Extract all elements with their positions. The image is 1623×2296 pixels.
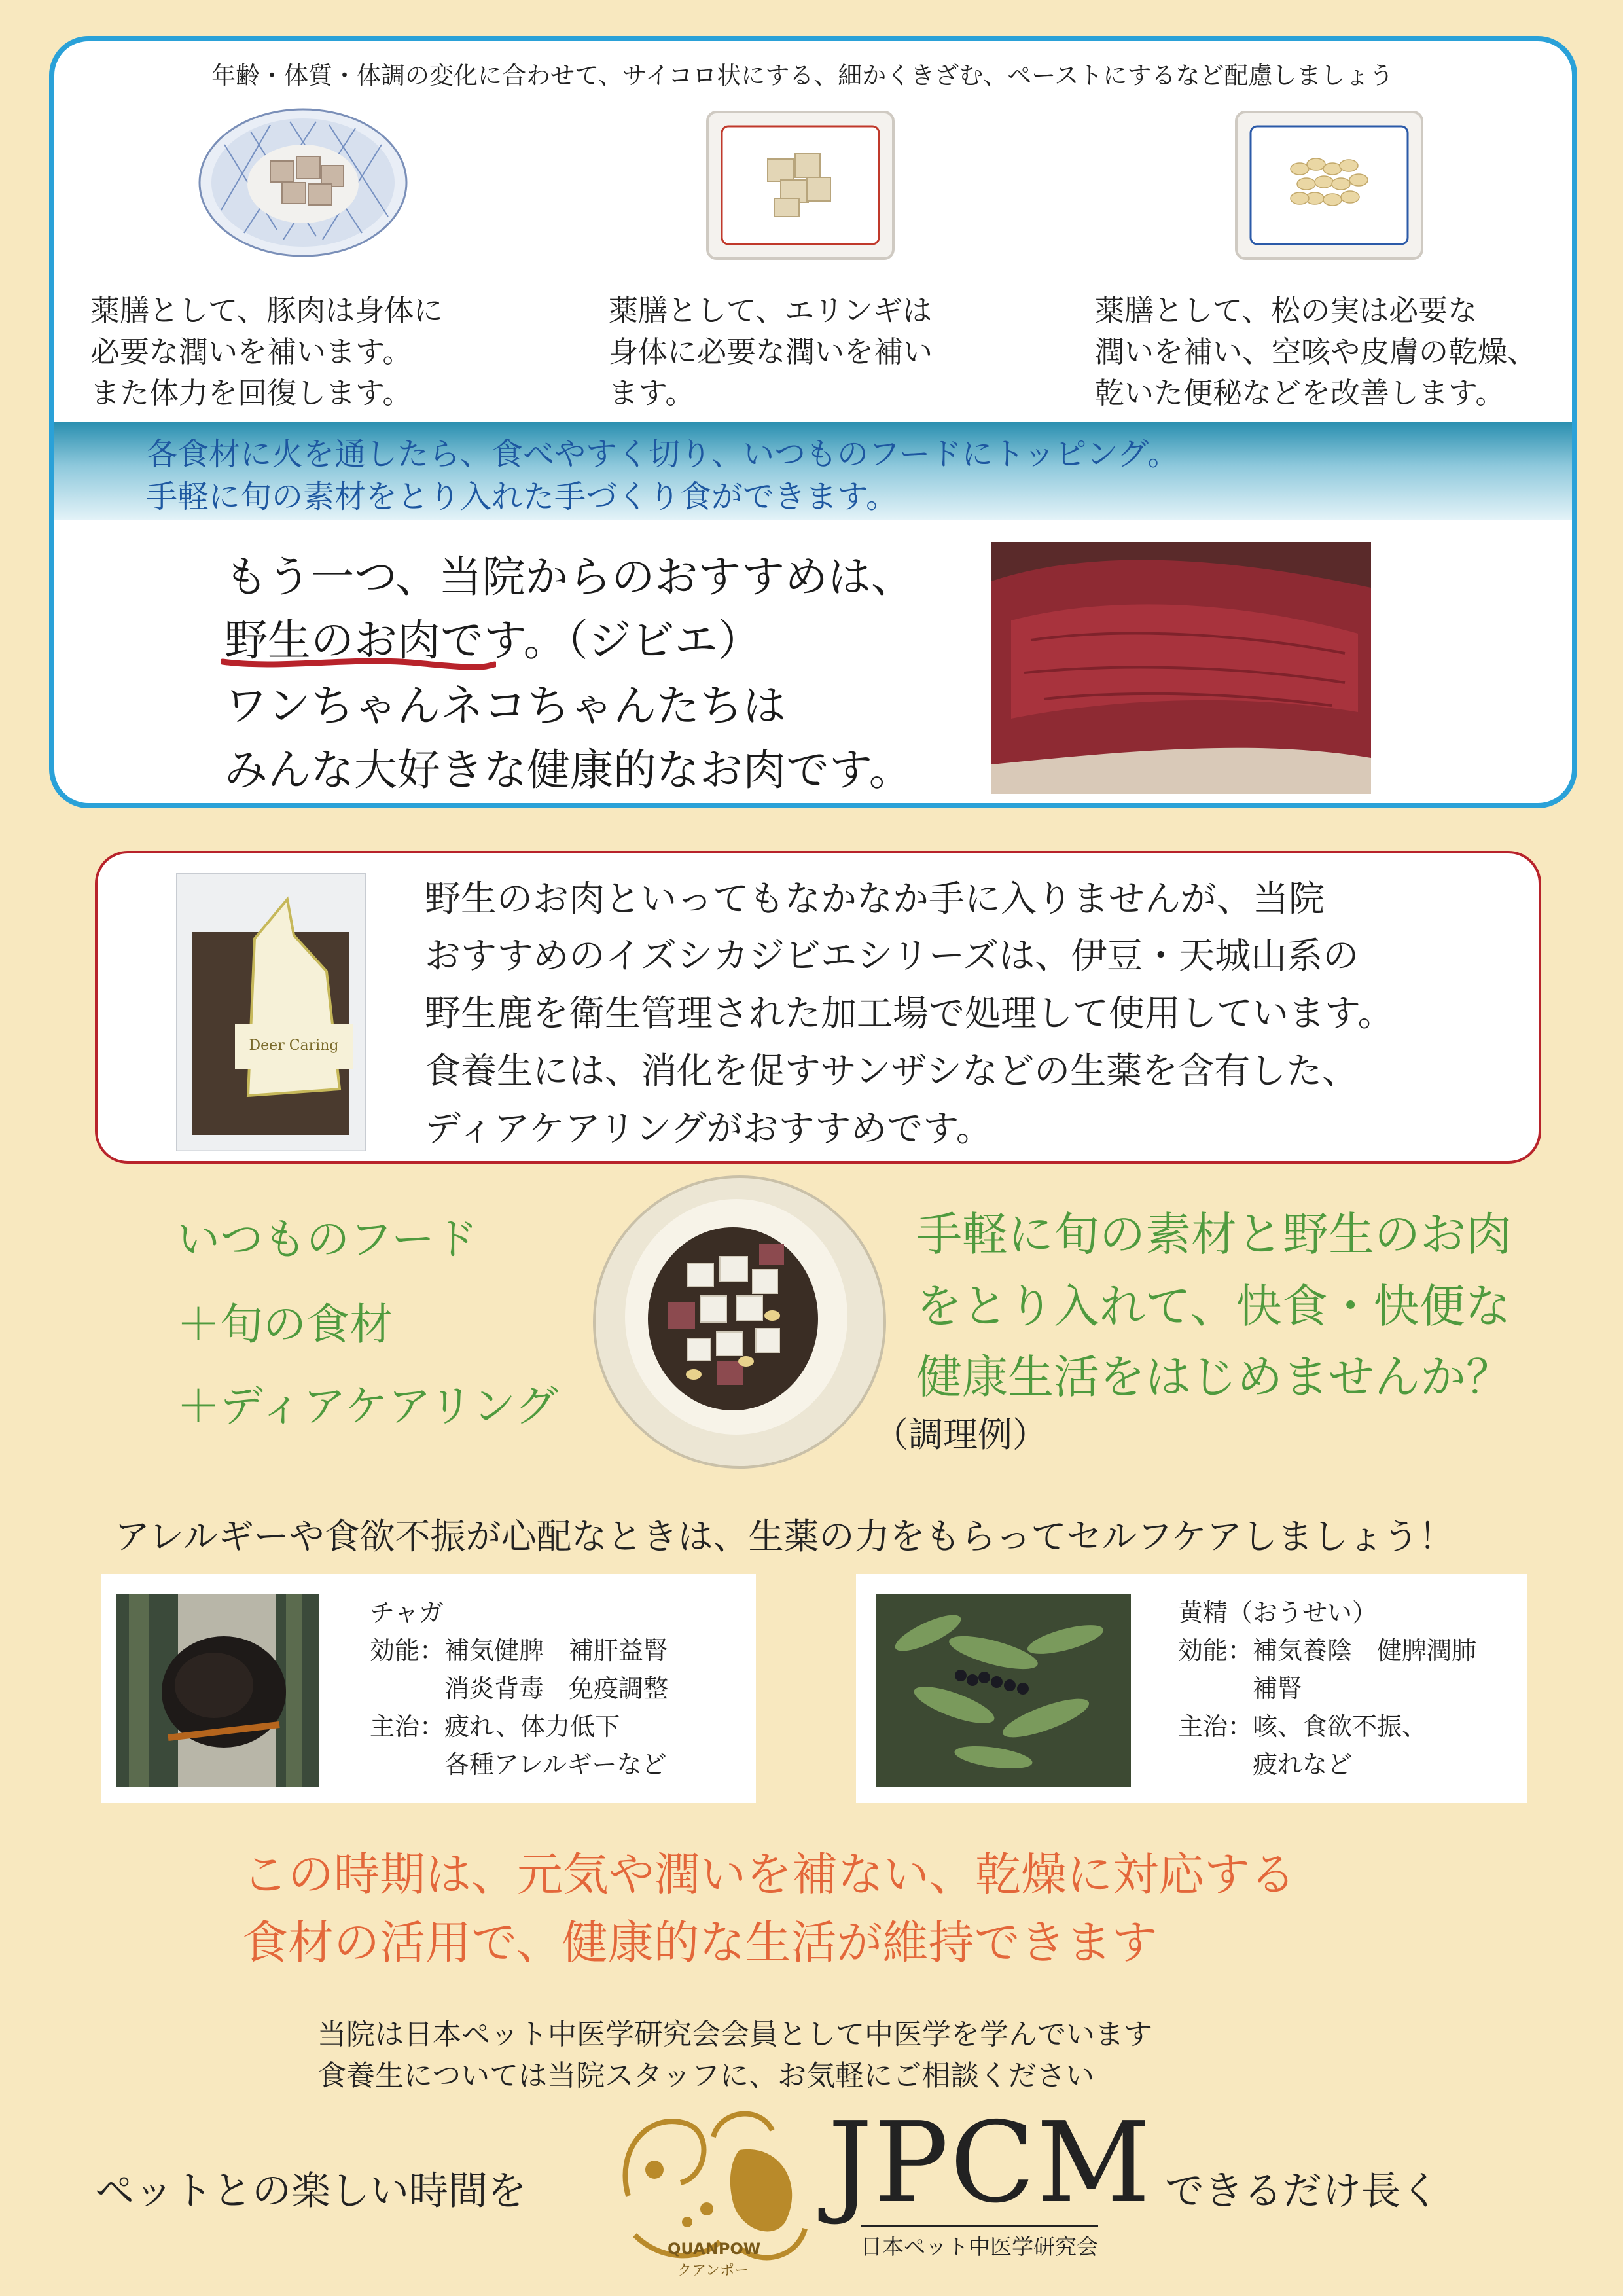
jibie-line-3: ワンちゃんネコちゃんたちは	[224, 681, 786, 731]
pork-dish-image	[198, 105, 408, 259]
chaga-text: チャガ 効能：補気健脾 補肝益腎 消炎背毒 免疫調整 主治：疲れ、体力低下 各種アレルギーなど	[370, 1598, 669, 1779]
formula-line-1: いつものフード	[177, 1214, 478, 1265]
formula-line-2: ＋旬の食材	[177, 1299, 393, 1350]
jibie-line-1: もう一つ、当院からのおすすめは、	[224, 552, 915, 602]
season-message-line-2: 食材の活用で、健康的な生活が維持できます	[242, 1916, 1158, 1969]
invitation-line-2: をとり入れて、快食・快便な	[916, 1280, 1511, 1333]
member-note-line-2: 食養生については当院スタッフに、お気軽にご相談ください	[317, 2059, 1095, 2092]
chaga-card	[101, 1574, 756, 1803]
huangjing-card	[856, 1574, 1527, 1803]
preparation-note: 年齢・体質・体調の変化に合わせて、サイコロ状にする、細かくきざむ、ペーストにするなど配慮しましょう	[211, 62, 1394, 90]
top-info-box	[49, 36, 1577, 808]
quanpow-logo-kana: クアンポー	[677, 2263, 749, 2279]
deer-line-5: ディアケアリングがおすすめです。	[425, 1107, 992, 1149]
member-note-line-1: 当院は日本ペット中医学研究会会員として中医学を学んでいます	[317, 2018, 1152, 2051]
deer-line-1: 野生のお肉といってもなかなか手に入りませんが、当院	[425, 878, 1325, 920]
jibie-line-4: みんな大好きな健康的なお肉です。	[224, 745, 912, 795]
footer-left-text: ペットとの楽しい時間を	[95, 2168, 527, 2214]
package-label: Deer Caring	[249, 1037, 339, 1054]
venison-meat-image	[991, 542, 1371, 794]
deer-caring-box	[95, 851, 1541, 1164]
pine-nut-description: 薬膳として、松の実は必要な 潤いを補い、空咳や皮膚の乾燥、 乾いた便秘などを改善します。	[1095, 293, 1537, 410]
jpcm-logo-subtitle: 日本ペット中医学研究会	[861, 2225, 1098, 2261]
jibie-line-2: 野生のお肉です。（ジビエ）	[224, 615, 761, 666]
cooking-example-caption: （調理例）	[874, 1415, 1047, 1455]
allergy-note: アレルギーや食欲不振が心配なときは、生薬の力をもらってセルフケアしましょう！	[115, 1516, 1454, 1557]
season-message-line-1: この時期は、元気や潤いを補ない、乾燥に対応する	[242, 1848, 1296, 1901]
eringi-dish-image	[702, 107, 899, 264]
pine-nut-dish-image	[1231, 107, 1427, 264]
quanpow-logo-text: QUANPOW	[668, 2240, 761, 2258]
band-line-2: 手軽に旬の素材をとり入れた手づくり食ができます。	[146, 478, 898, 515]
chaga-image	[116, 1594, 319, 1787]
jpcm-logo-text: JPCM	[828, 2098, 1152, 2228]
deer-line-4: 食養生には、消化を促すサンザシなどの生薬を含有した、	[425, 1050, 1359, 1092]
huangjing-text: 黄精（おうせい） 効能：補気養陰 健脾潤肺 補腎 主治：咳、食欲不振、 疲れなど	[1178, 1598, 1477, 1779]
deer-line-3: 野生鹿を衛生管理された加工場で処理して使用しています。	[425, 992, 1394, 1034]
invitation-line-1: 手軽に旬の素材と野生のお肉	[916, 1208, 1512, 1261]
eringi-description: 薬膳として、エリンギは 身体に必要な潤いを補い ます。	[609, 293, 933, 410]
huangjing-image	[876, 1594, 1131, 1787]
deer-line-2: おすすめのイズシカジビエシリーズは、伊豆・天城山系の	[425, 935, 1359, 977]
band-line-1: 各食材に火を通したら、食べやすく切り、いつものフードにトッピング。	[146, 436, 1179, 473]
invitation-line-3: 健康生活をはじめませんか？	[916, 1350, 1512, 1404]
footer-right-text: できるだけ長く	[1165, 2168, 1440, 2214]
pork-description: 薬膳として、豚肉は身体に 必要な潤いを補います。 また体力を回復します。	[90, 293, 444, 410]
formula-line-3: ＋ディアケアリング	[177, 1381, 558, 1431]
topping-band	[54, 422, 1572, 520]
deer-caring-package-image	[176, 873, 366, 1151]
cooking-example-bowl-image	[589, 1172, 890, 1473]
